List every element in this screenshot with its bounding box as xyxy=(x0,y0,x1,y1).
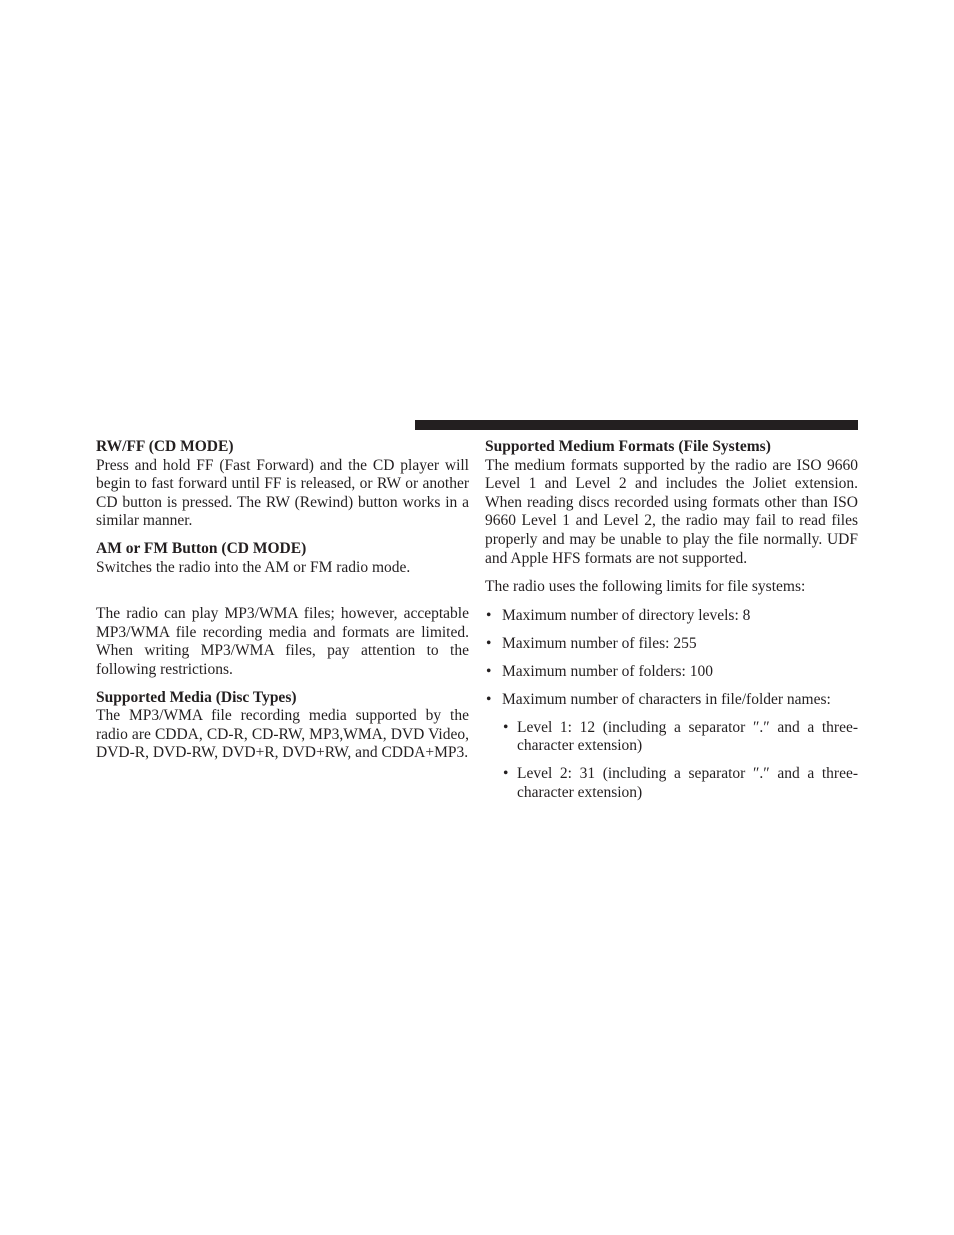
amfm-body: Switches the radio into the AM or FM radio mode. xyxy=(96,558,411,576)
limit-item: • Maximum number of characters in file/folder names: xyxy=(485,691,858,710)
limit-item: • Maximum number of folders: 100 xyxy=(485,663,858,682)
sub-limit-item: • Level 2: 31 (including a separator ″.″ and a three-character extension) xyxy=(501,765,858,802)
limit-item: • Maximum number of files: 255 xyxy=(485,635,858,654)
formats-body: The medium formats supported by the radio are ISO 9660 Level 1 and Level 2 and includes the Joliet extension. When reading discs recorded using formats other than ISO 9660 Level 1 and Level 2, the radio may fail to read files properly and may be unable to play the file normally. UDF and Apple HFS formats are not supported. xyxy=(485,456,858,567)
mp3-intro: The radio can play MP3/WMA files; however, acceptable MP3/WMA file recording media and formats are limited. When writing MP3/WMA files, pay attention to the following restrictions. xyxy=(96,605,469,678)
media-heading: Supported Media (Disc Types) xyxy=(96,688,297,706)
section-divider-bar xyxy=(415,420,858,430)
left-column xyxy=(96,438,469,763)
media-body: The MP3/WMA file recording media supported by the radio are CDDA, CD-R, CD-RW, MP3,WMA, DVD Video, DVD-R, DVD-RW, DVD+R, DVD+RW, and CDDA+MP3. xyxy=(96,707,469,762)
limit-item: • Maximum number of directory levels: 8 xyxy=(485,607,858,626)
amfm-heading: AM or FM Button (CD MODE) xyxy=(96,539,307,557)
limits-list xyxy=(485,607,858,710)
sub-limits-list xyxy=(485,719,858,803)
formats-heading: Supported Medium Formats (File Systems) xyxy=(485,438,771,455)
rwff-body: Press and hold FF (Fast Forward) and the CD player will begin to fast forward until FF is released, or RW or another CD button is pressed. The RW (Rewind) button works in a similar manner. xyxy=(96,456,469,530)
limits-intro: The radio uses the following limits for file systems: xyxy=(485,578,806,596)
rwff-heading: RW/FF (CD MODE) xyxy=(96,438,234,455)
right-column xyxy=(485,438,858,812)
sub-limit-item: • Level 1: 12 (including a separator ″.″ and a three-character extension) xyxy=(501,719,858,756)
